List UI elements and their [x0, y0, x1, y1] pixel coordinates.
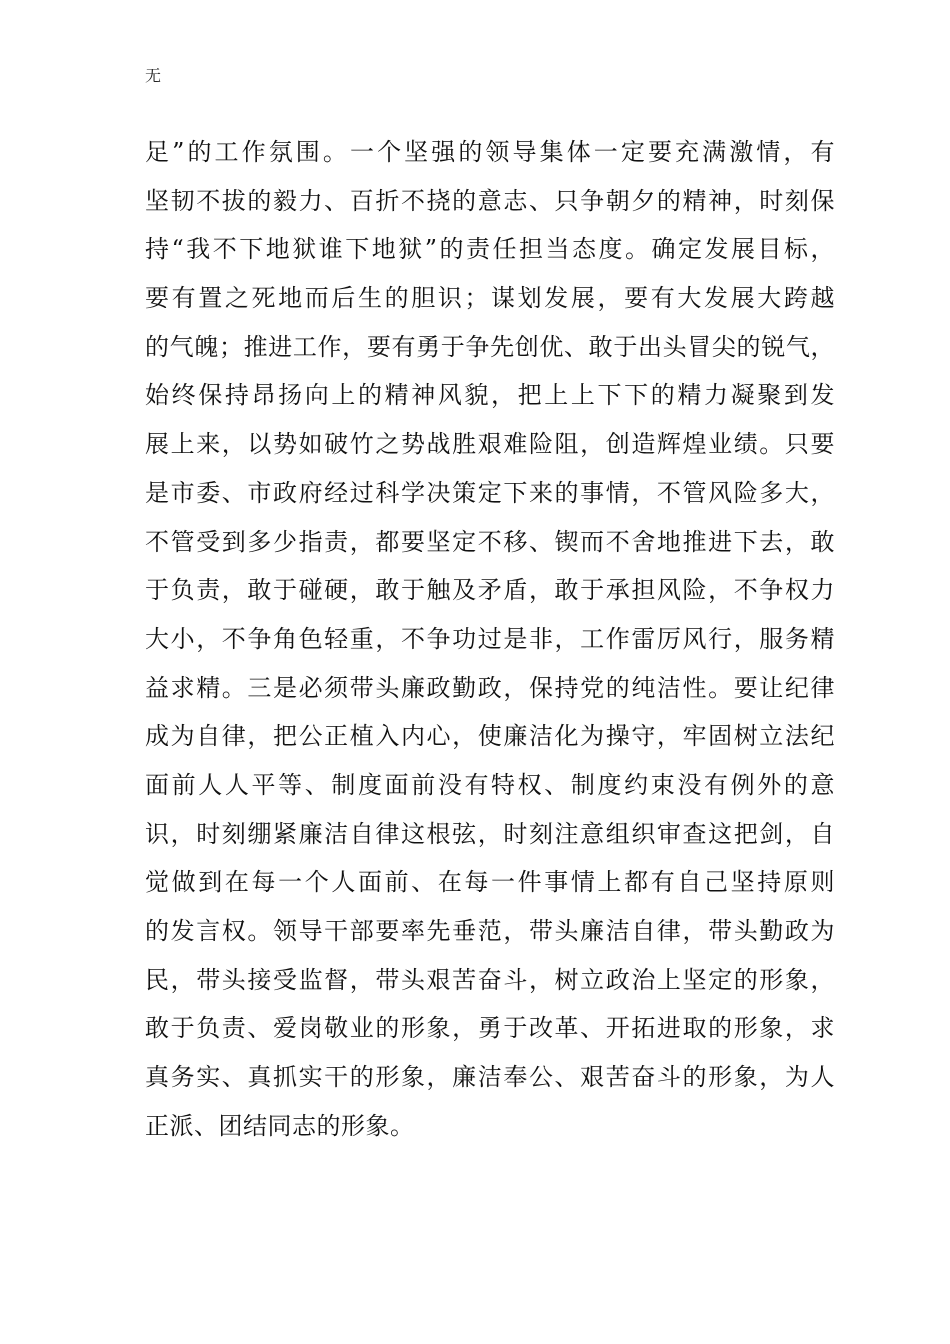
- text-line: 要有置之死地而后生的胆识；谋划发展，要有大发展大跨越: [145, 284, 835, 313]
- text-line: 民，带头接受监督，带头艰苦奋斗，树立政治上坚定的形象，: [145, 965, 835, 994]
- text-line: 觉做到在每一个人面前、在每一件事情上都有自己坚持原则: [145, 868, 835, 897]
- text-line: 是市委、市政府经过科学决策定下来的事情，不管风险多大，: [145, 478, 835, 507]
- text-line: 始终保持昂扬向上的精神风貌，把上上下下的精力凝聚到发: [145, 381, 835, 410]
- text-line: 识，时刻绷紧廉洁自律这根弦，时刻注意组织审查这把剑，自: [145, 819, 835, 848]
- text-line: 于负责，敢于碰硬，敢于触及矛盾，敢于承担风险，不争权力: [145, 576, 835, 605]
- text-line: 坚韧不拔的毅力、百折不挠的意志、只争朝夕的精神，时刻保: [145, 186, 835, 215]
- text-line: 面前人人平等、制度面前没有特权、制度约束没有例外的意: [145, 770, 835, 799]
- text-line: 大小，不争角色轻重，不争功过是非，工作雷厉风行，服务精: [145, 624, 835, 653]
- text-line: 足”的工作氛围。一个坚强的领导集体一定要充满激情，有: [145, 138, 835, 166]
- page-header: 无: [145, 66, 162, 85]
- text-line: 的气魄；推进工作，要有勇于争先创优、敢于出头冒尖的锐气，: [145, 332, 835, 361]
- text-line: 益求精。三是必须带头廉政勤政，保持党的纯洁性。要让纪律: [145, 673, 835, 702]
- text-line: 敢于负责、爱岗敬业的形象，勇于改革、开拓进取的形象，求: [145, 1014, 835, 1043]
- body-paragraph: [145, 128, 835, 1150]
- text-line: 持“我不下地狱谁下地狱”的责任担当态度。确定发展目标，: [145, 235, 835, 264]
- text-line: 不管受到多少指责，都要坚定不移、锲而不舍地推进下去，敢: [145, 527, 835, 556]
- text-line: 真务实、真抓实干的形象，廉洁奉公、艰苦奋斗的形象，为人: [145, 1063, 835, 1092]
- text-line: 正派、团结同志的形象。: [145, 1111, 415, 1140]
- text-line: 展上来，以势如破竹之势战胜艰难险阻，创造辉煌业绩。只要: [145, 430, 835, 459]
- text-line: 成为自律，把公正植入内心，使廉洁化为操守，牢固树立法纪: [145, 722, 835, 751]
- text-line: 的发言权。领导干部要率先垂范，带头廉洁自律，带头勤政为: [145, 917, 835, 945]
